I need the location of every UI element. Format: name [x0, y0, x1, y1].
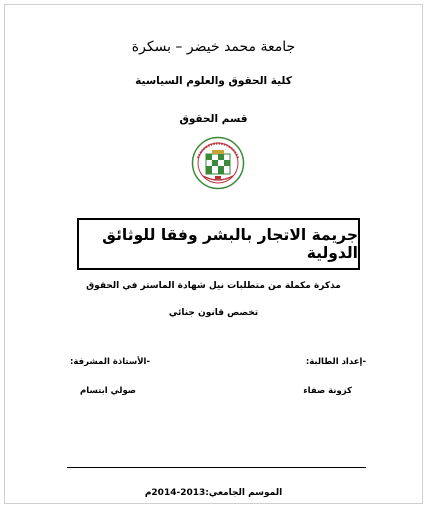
memo-description: مذكرة مكملة من متطلبات نيل شهادة الماستر في الحقوق — [86, 281, 341, 291]
department-name: قسم الحقوق — [179, 113, 248, 125]
specialization: تخصص قانون جنائي — [168, 308, 259, 318]
title-box — [77, 218, 360, 270]
thesis-title: جريمة الاتجار بالبشر وفقا للوثائق الدولية — [102, 226, 358, 262]
student-name: كزونة صفاء — [303, 386, 352, 396]
faculty-name: كلية الحقوق والعلوم السياسية — [135, 75, 292, 87]
divider-line — [67, 467, 366, 468]
university-logo-icon — [191, 136, 245, 190]
supervisor-label: -الأستاذة المشرفة: — [70, 357, 150, 367]
student-label: -إعداد الطالبة: — [305, 357, 366, 367]
academic-year: الموسم الجامعي:2013-2014م — [144, 488, 283, 498]
supervisor-name: صولي ابتسام — [80, 386, 136, 396]
university-name: جامعة محمد خيضر – بسكرة — [131, 39, 296, 55]
document-page — [4, 4, 423, 504]
